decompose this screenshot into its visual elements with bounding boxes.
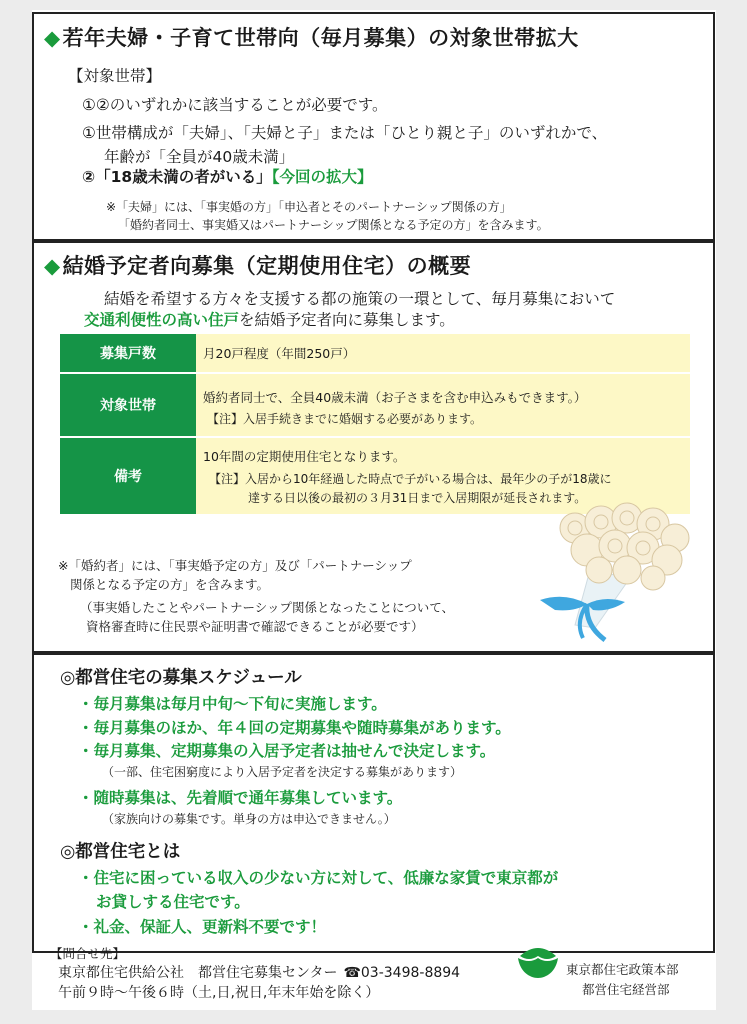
section1-title: 若年夫婦・子育て世帯向（毎月募集）の対象世帯拡大	[62, 26, 579, 50]
table-target-line2: 【注】入居手続きまでに婚姻する必要があります。	[207, 412, 483, 426]
note2-line3: （事実婚したことやパートナーシップ関係となったことについて、	[80, 600, 455, 615]
section2-title: 結婚予定者向募集（定期使用住宅）の概要	[62, 254, 472, 278]
about-title: ◎都営住宅とは	[60, 842, 181, 862]
item2-row	[82, 165, 372, 187]
note1-line2: 「婚約者同士、事実婚又はパートナーシップ関係となる予定の方」を含みます。	[118, 218, 549, 232]
requirement-text: ①②のいずれかに該当することが必要です。	[82, 96, 388, 114]
table-header-remarks: 備考	[60, 438, 196, 514]
ginkgo-logo-icon	[516, 944, 560, 998]
intro-line2-rest: を結婚予定者向に募集します。	[239, 311, 455, 329]
item1-line2: 年齢が「全員が40歳未満」	[104, 148, 295, 166]
item2-text: ②「18歳未満の者がいる」	[82, 168, 272, 186]
dept-line-1: 東京都住宅政策本部	[566, 962, 679, 977]
table-remarks-line3: 達する日以後の最初の３月31日まで入居期限が延長されます。	[248, 491, 587, 505]
schedule-item-1: ・毎月募集は毎月中旬～下旬に実施します。	[78, 695, 387, 713]
item2-tag: 【今回の拡大】	[271, 168, 373, 186]
table-units-line1: 月20戸程度（年間250戸）	[203, 346, 356, 361]
contact-org: 東京都住宅供給公社 都営住宅募集センター	[58, 965, 338, 981]
about-line-1: ・住宅に困っている収入の少ない方に対して、低廉な家賃で東京都が	[78, 869, 559, 887]
intro-line1: 結婚を希望する方々を支援する都の施策の一環として、毎月募集において	[104, 290, 616, 308]
schedule-title: ◎都営住宅の募集スケジュール	[60, 668, 302, 688]
diamond-bullet-icon: ◆	[44, 254, 61, 278]
contact-label: 【問合せ先】	[50, 946, 126, 961]
note2-line1: ※「婚約者」には、「事実婚予定の方」及び「パートナーシップ	[58, 558, 412, 573]
note1-line1: ※「夫婦」には、「事実婚の方」「申込者とそのパートナーシップ関係の方」	[106, 200, 512, 214]
section2-heading	[44, 250, 471, 280]
about-line-2: お貸しする住宅です。	[96, 893, 250, 911]
dept-line-2: 都営住宅経営部	[582, 982, 670, 997]
contact-org-row	[58, 962, 460, 982]
about-line-3: ・礼金、保証人、更新料不要です！	[78, 918, 327, 936]
intro-highlight: 交通利便性の高い住戸	[84, 311, 240, 329]
section1-heading	[44, 22, 579, 52]
table-remarks-line2: 【注】入居から10年経過した時点で子がいる場合は、最年少の子が18歳に	[209, 472, 612, 486]
note2-line4: 資格審査時に住民票や証明書で確認できることが必要です）	[86, 619, 424, 634]
schedule-item-3: ・毎月募集、定期募集の入居予定者は抽せんで決定します。	[78, 742, 496, 760]
target-label: 【対象世帯】	[68, 67, 162, 85]
schedule-note-2: （家族向けの募集です。単身の方は申込できません。）	[102, 812, 396, 826]
table-header-target: 対象世帯	[60, 374, 196, 436]
schedule-item-2: ・毎月募集のほか、年４回の定期募集や随時募集があります。	[78, 719, 511, 737]
schedule-note-1: （一部、住宅困窮度により入居予定者を決定する募集があります）	[102, 765, 463, 779]
intro-line2	[84, 308, 455, 330]
schedule-item-4: ・随時募集は、先着順で通年募集しています。	[78, 789, 403, 807]
contact-phone[interactable]: ☎03-3498-8894	[343, 965, 461, 981]
contact-hours: 午前９時～午後６時（土,日,祝日,年末年始を除く）	[58, 985, 380, 1001]
item1-line1: ①世帯構成が「夫婦」、「夫婦と子」または「ひとり親と子」のいずれかで、	[82, 124, 608, 142]
note2-line2: 関係となる予定の方」を含みます。	[70, 577, 270, 592]
table-header-units: 募集戸数	[60, 334, 196, 372]
table-target-line1: 婚約者同士で、全員40歳未満（お子さまを含む申込みもできます。）	[203, 390, 587, 405]
bouquet-illustration	[535, 500, 705, 650]
diamond-bullet-icon: ◆	[44, 26, 61, 50]
table-remarks-line1: 10年間の定期使用住宅となります。	[203, 449, 406, 464]
